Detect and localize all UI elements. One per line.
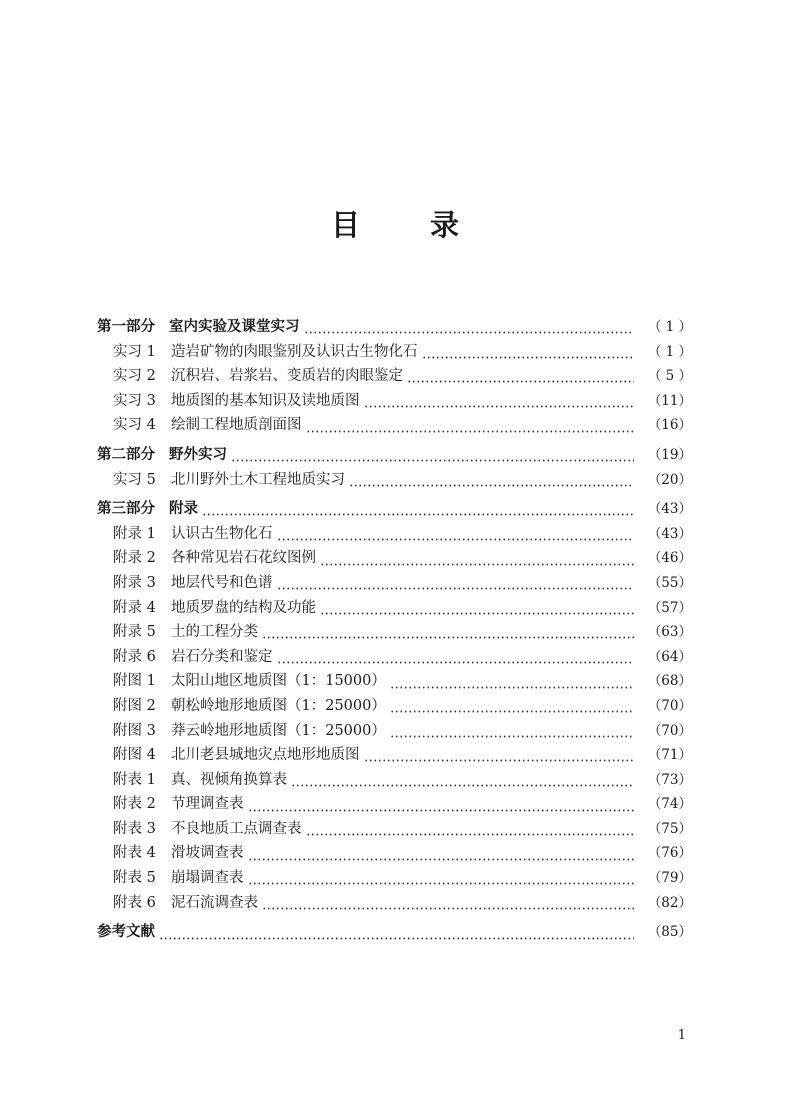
toc-entry-title: 崩塌调查表 (171, 870, 244, 887)
dot-leader (320, 552, 634, 566)
toc-entry-page: （20） (647, 471, 692, 488)
toc-entry[interactable] (97, 866, 692, 891)
toc-entry-page: （ 1 ） (647, 343, 692, 360)
toc-entry-number: 附表 5 (113, 870, 156, 887)
toc-entry-title: 野外实习 (169, 446, 227, 463)
toc-entry-page: （19） (647, 446, 692, 463)
toc-entry-title: 岩石分类和鉴定 (171, 648, 273, 665)
toc-entry-title: 北川老县城地灾点地形地质图 (171, 747, 360, 764)
toc-entry-page: （ 1 ） (647, 319, 692, 335)
toc-entry-title: 北川野外土木工程地质实习 (171, 471, 345, 488)
toc-entry-title: 地质罗盘的结构及功能 (171, 599, 316, 616)
dot-leader (390, 699, 634, 713)
toc-entry-number: 附表 4 (113, 845, 156, 862)
dot-leader (248, 871, 635, 885)
dot-leader (364, 748, 635, 762)
toc-entry-page: （79） (647, 870, 692, 887)
toc-entry-page: （55） (647, 574, 692, 591)
toc-entry-title: 真、视倾角换算表 (171, 771, 287, 788)
toc-entry[interactable] (97, 669, 692, 694)
dot-leader (291, 773, 634, 787)
toc-entry[interactable] (97, 571, 692, 596)
toc-entry[interactable] (97, 340, 692, 365)
toc-entry[interactable] (97, 645, 692, 670)
toc-entry-number: 附图 2 (113, 697, 156, 714)
toc-entry-page: （46） (647, 550, 692, 567)
toc-entry-number: 附录 2 (113, 550, 156, 567)
dot-leader (277, 576, 635, 590)
toc-entry[interactable] (97, 546, 692, 571)
dot-leader (306, 822, 635, 836)
toc-entry-number: 附图 1 (113, 673, 156, 690)
dot-leader (277, 527, 635, 541)
toc-entry-title: 不良地质工点调查表 (171, 820, 302, 837)
toc-entry[interactable] (97, 792, 692, 817)
toc-references[interactable] (97, 920, 692, 945)
toc-entry-title: 土的工程分类 (171, 624, 258, 641)
dot-leader (202, 502, 634, 516)
dot-leader (262, 625, 634, 639)
toc-entry[interactable] (97, 743, 692, 768)
toc-entry-number: 实习 5 (113, 471, 156, 488)
dot-leader (159, 926, 634, 940)
toc-entry[interactable] (97, 389, 692, 414)
dot-leader (306, 419, 635, 433)
toc-entry-page: （75） (647, 820, 692, 837)
toc-entry[interactable] (97, 364, 692, 389)
toc-entry-number: 附图 3 (113, 722, 156, 739)
dot-leader (390, 724, 634, 738)
toc-entry-title: 泥石流调查表 (171, 894, 258, 911)
toc-entry-page: （82） (647, 894, 692, 911)
dot-leader (248, 847, 635, 861)
toc-entry-page: （57） (647, 599, 692, 616)
toc-entry-title: 地质图的基本知识及读地质图 (171, 392, 360, 409)
toc-entry-title: 附录 (169, 501, 198, 518)
dot-leader (364, 394, 635, 408)
toc-entry-number: 附表 3 (113, 820, 156, 837)
toc-entry-number: 附录 6 (113, 648, 156, 665)
toc-entry-number: 实习 4 (113, 417, 156, 434)
toc-entry-page: （70） (647, 697, 692, 714)
toc-entry-number: 附录 4 (113, 599, 156, 616)
dot-leader (407, 369, 634, 383)
toc-entry-title: 太阳山地区地质图（1：15000） (171, 673, 386, 690)
toc-entry-page: （16） (647, 417, 692, 434)
toc-entry-title: 滑坡调查表 (171, 845, 244, 862)
toc-entry-title: 参考文献 (97, 924, 155, 941)
table-of-contents (97, 315, 692, 945)
toc-entry-title: 各种常见岩石花纹图例 (171, 550, 316, 567)
toc-entry-number: 第一部分 (97, 319, 155, 335)
dot-leader (277, 650, 635, 664)
toc-entry-number: 附图 4 (113, 747, 156, 764)
dot-leader (262, 896, 634, 910)
toc-entry-page: （43） (647, 525, 692, 542)
toc-entry-number: 附表 6 (113, 894, 156, 911)
dot-leader (320, 601, 634, 615)
dot-leader (349, 473, 634, 487)
dot-leader (248, 798, 635, 812)
toc-entry[interactable] (97, 694, 692, 719)
toc-entry[interactable] (97, 468, 692, 493)
toc-entry-page: （43） (647, 501, 692, 518)
toc-entry-title: 朝松岭地形地质图（1：25000） (171, 697, 386, 714)
toc-entry[interactable] (97, 596, 692, 621)
toc-entry-number: 附录 3 (113, 574, 156, 591)
toc-entry-title: 莽云岭地形地质图（1：25000） (171, 722, 386, 739)
toc-entry-page: （70） (647, 722, 692, 739)
toc-entry-page: （68） (647, 673, 692, 690)
toc-entry-number: 附表 2 (113, 796, 156, 813)
toc-entry-page: （ 5 ） (647, 368, 692, 385)
toc-entry-page: （85） (647, 924, 692, 941)
toc-entry-number: 附录 5 (113, 624, 156, 641)
dot-leader (390, 675, 634, 689)
toc-entry-page: （63） (647, 624, 692, 641)
toc-entry-page: （71） (647, 747, 692, 764)
dot-leader (422, 345, 635, 359)
toc-entry-title: 认识古生物化石 (171, 525, 273, 542)
toc-entry-title: 绘制工程地质剖面图 (171, 417, 302, 434)
toc-part-heading[interactable] (97, 497, 692, 522)
toc-part-heading[interactable] (97, 443, 692, 468)
toc-part-heading[interactable] (97, 315, 692, 340)
toc-entry-title: 室内实验及课堂实习 (169, 319, 300, 335)
toc-entry-number: 实习 2 (113, 368, 156, 385)
page-title: 目 录 (330, 208, 490, 243)
toc-entry-number: 实习 1 (113, 343, 156, 360)
toc-entry-title: 节理调查表 (171, 796, 244, 813)
toc-entry[interactable] (97, 817, 692, 842)
toc-entry-page: （11） (647, 392, 692, 409)
toc-entry-number: 实习 3 (113, 392, 156, 409)
toc-entry[interactable] (97, 522, 692, 547)
toc-entry-title: 地层代号和色谱 (171, 574, 273, 591)
toc-entry[interactable] (97, 620, 692, 645)
toc-entry-number: 附表 1 (113, 771, 156, 788)
toc-entry[interactable] (97, 841, 692, 866)
toc-entry[interactable] (97, 413, 692, 438)
toc-entry-page: （74） (647, 796, 692, 813)
toc-entry-page: （64） (647, 648, 692, 665)
toc-entry-number: 第三部分 (97, 501, 155, 518)
toc-entry-title: 造岩矿物的肉眼鉴别及认识古生物化石 (171, 343, 418, 360)
toc-entry-page: （73） (647, 771, 692, 788)
toc-entry[interactable] (97, 719, 692, 744)
toc-entry[interactable] (97, 768, 692, 793)
toc-entry[interactable] (97, 891, 692, 916)
toc-entry-number: 第二部分 (97, 446, 155, 463)
dot-leader (304, 320, 635, 334)
toc-entry-page: （76） (647, 845, 692, 862)
toc-entry-title: 沉积岩、岩浆岩、变质岩的肉眼鉴定 (171, 368, 403, 385)
page-number: 1 (677, 1028, 686, 1043)
toc-entry-number: 附录 1 (113, 525, 156, 542)
dot-leader (231, 448, 634, 462)
